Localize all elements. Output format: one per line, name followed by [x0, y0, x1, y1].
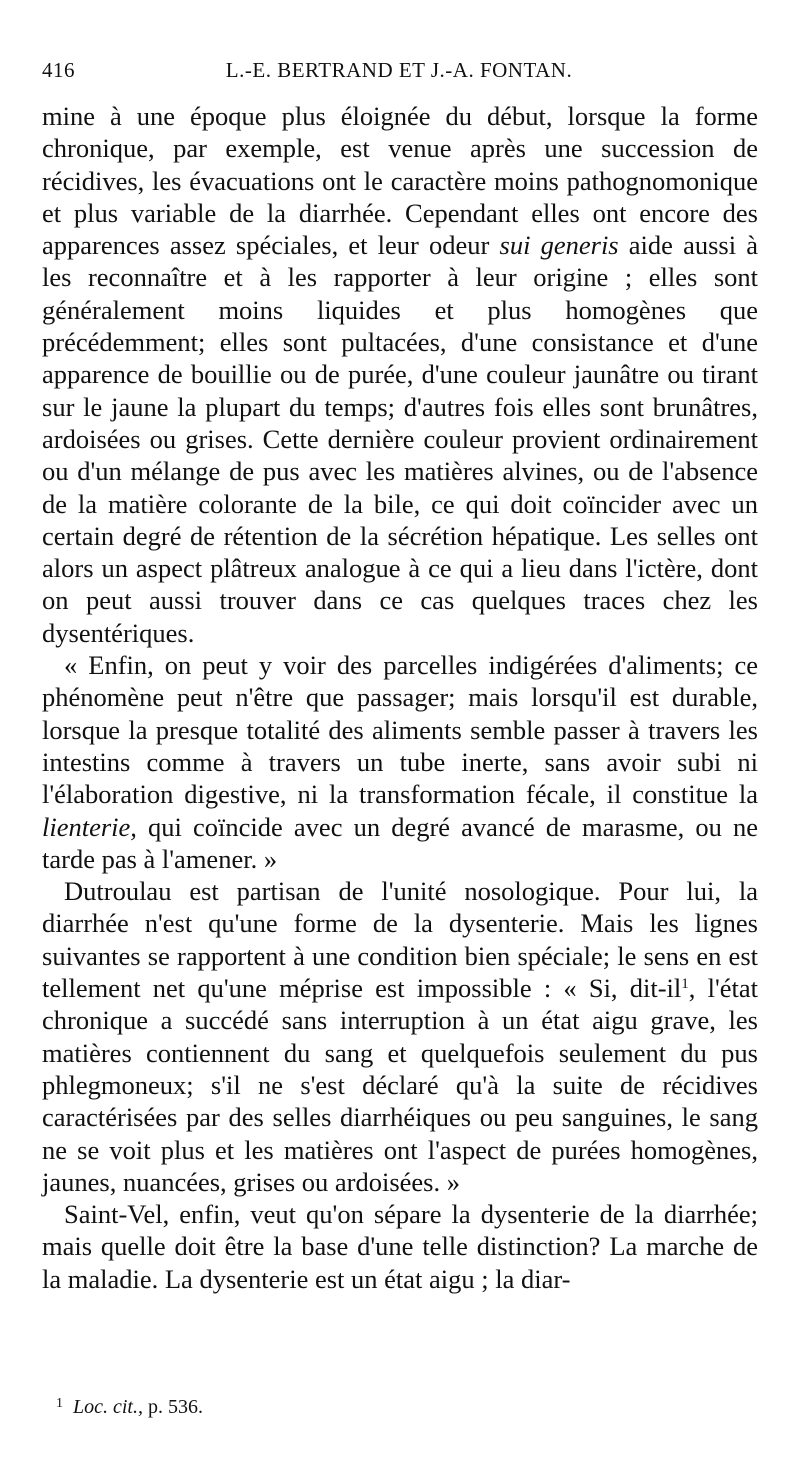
paragraph-2	[42, 649, 758, 875]
footnote-text: p. 536.	[143, 1396, 203, 1418]
footnote	[56, 1396, 203, 1419]
page-number: 416	[42, 58, 75, 82]
paragraph-1-text-a: mine à une époque plus éloignée du début, lorsque la forme chronique, par exemple, est venue après une succession de récidives, les évacuations ont le caractère moins pathognomonique et plus variable de la diarrhée. Cependant elles ont encore des apparences assez spéciales, et leur odeur	[42, 101, 758, 261]
page-header	[42, 58, 756, 88]
paragraph-4	[42, 1198, 758, 1295]
footnote-reference: 1	[681, 976, 689, 993]
body-text	[42, 100, 758, 1295]
paragraph-1-text-c: aide aussi à les reconnaître et à les rapporter à leur origine ; elles sont généralement moins liquides et plus homogènes que précédemment; elles sont pultacées, d'une consistance et d'une apparence de bouillie ou de purée, d'une couleur jaunâtre ou tirant sur le jaune la plupart du temps; d'autres fois elles sont brunâtres, ardoisées ou grises. Cette dernière couleur provient ordinairement ou d'un mélange de pus avec les matières alvines, ou de l'absence de la matière colorante de la bile, ce qui doit coïncider avec un certain degré de rétention de la sécrétion hépatique. Les selles ont alors un aspect plâtreux analogue à ce qui a lieu dans l'ictère, dont on peut aussi trouver dans ce cas quelques traces chez les dysentériques.	[42, 230, 759, 648]
footnote-number: 1	[56, 1396, 63, 1411]
paragraph-2-text-a: « Enfin, on peut y voir des parcelles indigérées d'aliments; ce phénomène peut n'être que passager; mais lorsqu'il est durable, lorsque la presque totalité des aliments semble passer à travers les intestins comme à travers un tube inerte, sans avoir subi ni l'élaboration digestive, ni la transformation fécale, il constitue la	[42, 650, 758, 810]
paragraph-3-text-c: , l'état chronique a succédé sans interruption à un état aigu grave, les matières contiennent du sang et quelquefois seulement du pus phlegmoneux; s'il ne s'est déclaré qu'à la suite de récidives caractérisées par des selles diarrhéiques ou peu sanguines, le sang ne se voit plus et les matières ont l'aspect de purées homogènes, jaunes, nuancées, grises ou ardoisées. »	[42, 973, 758, 1197]
footnote-reference-text: Loc. cit.,	[73, 1396, 143, 1418]
paragraph-3	[42, 875, 758, 1198]
paragraph-4-text-a: Saint-Vel, enfin, veut qu'on sépare la dysenterie de la diarrhée; mais quelle doit être la base d'une telle distinction? La marche de la maladie. La dysenterie est un état aigu ; la diar-	[42, 1199, 758, 1294]
paragraph-1-italic: sui generis	[499, 230, 619, 261]
paragraph-3-text-a: Dutroulau est partisan de l'unité nosologique. Pour lui, la diarrhée n'est qu'une forme de la dysenterie. Mais les lignes suivantes se rapportent à une condition bien spéciale; le sens en est tellement net qu'une méprise est impossible : « Si, dit-il	[42, 876, 758, 1004]
paragraph-1	[42, 100, 758, 649]
paragraph-2-italic: lienterie,	[42, 811, 137, 842]
paragraph-2-text-c: qui coïncide avec un degré avancé de marasme, ou ne tarde pas à l'amener. »	[42, 811, 758, 874]
running-title: L.-E. BERTRAND ET J.-A. FONTAN.	[225, 58, 573, 82]
